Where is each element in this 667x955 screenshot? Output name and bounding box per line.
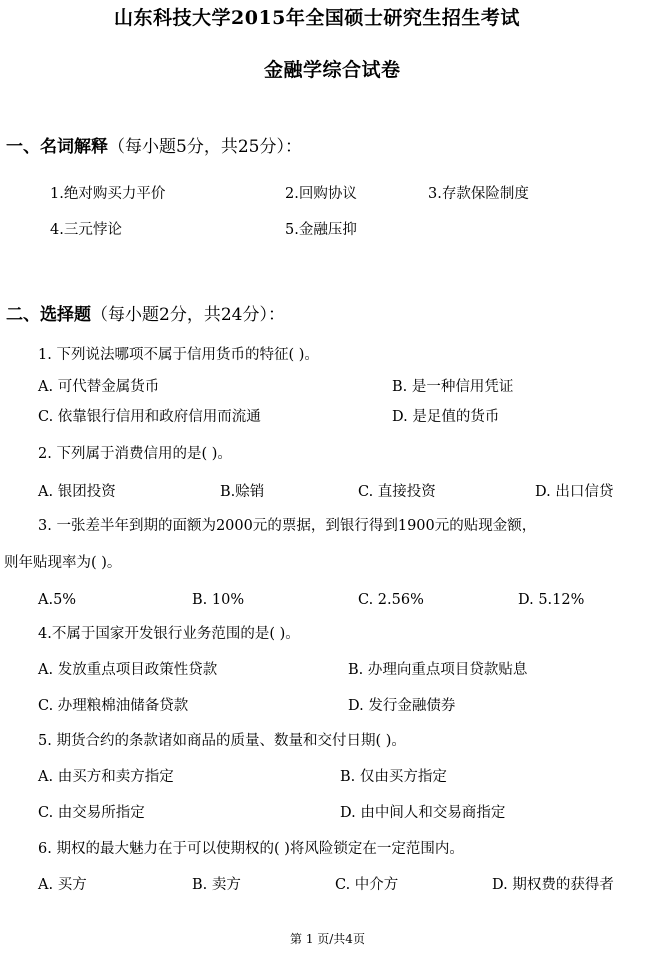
question-6-option-b: B. 卖方: [192, 877, 241, 893]
section-1-note: （每小题5分，共25分）：: [108, 137, 302, 157]
question-1-option-a: A. 可代替金属货币: [38, 379, 160, 395]
question-3-option-b: B. 10%: [192, 592, 245, 608]
term-4: 4.三元悖论: [50, 222, 122, 238]
question-6-stem: 6. 期权的最大魅力在于可以使期权的( )将风险锁定在一定范围内。: [38, 841, 464, 857]
question-5-stem: 5. 期货合约的条款诸如商品的质量、数量和交付日期( )。: [38, 733, 406, 749]
section-1-heading: [6, 139, 302, 156]
term-1: 1.绝对购买力平价: [50, 186, 166, 202]
question-6-option-c: C. 中介方: [335, 877, 399, 893]
question-4-option-a: A. 发放重点项目政策性贷款: [38, 662, 218, 678]
question-4-option-c: C. 办理粮棉油储备贷款: [38, 698, 189, 714]
exam-subtitle: 金融学综合试卷: [264, 59, 401, 81]
term-3: 3.存款保险制度: [428, 186, 529, 202]
question-3-stem-line-1: 3. 一张差半年到期的面额为2000元的票据，到银行得到1900元的贴现金额，: [38, 518, 537, 534]
term-5: 5.金融压抑: [285, 222, 357, 238]
page-number: 第 1 页/共4页: [290, 932, 365, 946]
question-5-option-a: A. 由买方和卖方指定: [38, 769, 174, 785]
question-2-stem: 2. 下列属于消费信用的是( )。: [38, 446, 232, 462]
term-2: 2.回购协议: [285, 186, 357, 202]
question-4-option-d: D. 发行金融债券: [348, 698, 456, 714]
question-2-option-b: B.赊销: [220, 484, 265, 500]
question-1-stem: 1. 下列说法哪项不属于信用货币的特征( )。: [38, 347, 319, 363]
question-5-option-c: C. 由交易所指定: [38, 805, 145, 821]
question-2-option-d: D. 出口信贷: [535, 484, 614, 500]
question-3-option-d: D. 5.12%: [518, 592, 585, 608]
question-4-option-b: B. 办理向重点项目贷款贴息: [348, 662, 528, 678]
question-1-option-d: D. 是足值的货币: [392, 409, 500, 425]
question-3-stem-line-2: 则年贴现率为( )。: [4, 555, 122, 571]
question-3-option-c: C. 2.56%: [358, 592, 424, 608]
question-4-stem: 4.不属于国家开发银行业务范围的是( )。: [38, 626, 300, 642]
section-2-title: 二、选择题: [6, 305, 91, 325]
section-2-note: （每小题2分，共24分）：: [91, 305, 285, 325]
question-5-option-d: D. 由中间人和交易商指定: [340, 805, 506, 821]
question-6-option-a: A. 买方: [38, 877, 87, 893]
question-1-option-b: B. 是一种信用凭证: [392, 379, 514, 395]
section-1-title: 一、名词解释: [6, 137, 108, 157]
question-6-option-d: D. 期权费的获得者: [492, 877, 614, 893]
section-2-heading: [6, 307, 285, 324]
question-2-option-a: A. 银团投资: [38, 484, 116, 500]
question-1-option-c: C. 依靠银行信用和政府信用而流通: [38, 409, 261, 425]
question-3-option-a: A.5%: [38, 592, 77, 608]
question-2-option-c: C. 直接投资: [358, 484, 436, 500]
exam-title: 山东科技大学2015年全国硕士研究生招生考试: [114, 7, 520, 29]
question-5-option-b: B. 仅由买方指定: [340, 769, 447, 785]
